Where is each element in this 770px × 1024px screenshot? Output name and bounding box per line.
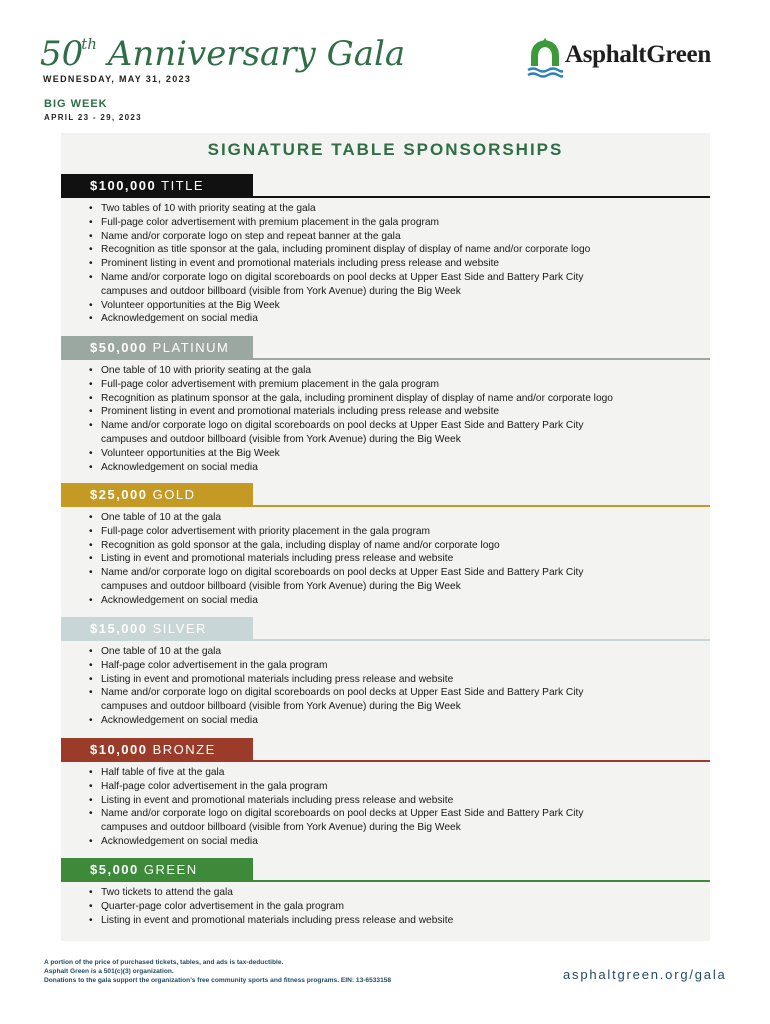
tier-header bbox=[61, 336, 710, 360]
asphalt-green-logo-icon bbox=[527, 36, 563, 78]
benefit-item: • Listing in event and promotional materials including press release and website bbox=[89, 914, 710, 928]
tier-label bbox=[61, 617, 253, 641]
benefit-item: • Two tables of 10 with priority seating at the gala bbox=[89, 202, 710, 216]
benefit-item bbox=[89, 686, 710, 714]
event-date: WEDNESDAY, MAY 31, 2023 bbox=[43, 74, 192, 84]
tier-header bbox=[61, 738, 710, 762]
benefit-item: • Quarter-page color advertisement in the gala program bbox=[89, 900, 710, 914]
benefit-item: • Acknowledgement on social media bbox=[89, 594, 710, 608]
benefit-item: • Acknowledgement on social media bbox=[89, 835, 710, 849]
tier-divider bbox=[253, 639, 710, 641]
tier-amount: $15,000 bbox=[90, 621, 148, 636]
tier-amount: $50,000 bbox=[90, 340, 148, 355]
website-link[interactable]: asphaltgreen.org/gala bbox=[563, 967, 727, 982]
benefit-item: • Recognition as platinum sponsor at the gala, including prominent display of display of name and/or corporate logo bbox=[89, 392, 710, 406]
tier-benefits-list bbox=[61, 507, 710, 608]
tier-divider bbox=[253, 760, 710, 762]
tier-platinum bbox=[61, 336, 710, 474]
benefit-item: • Full-page color advertisement with premium placement in the gala program bbox=[89, 216, 710, 230]
tier-name: TITLE bbox=[161, 178, 205, 193]
tier-label bbox=[61, 483, 253, 507]
benefit-item: • Full-page color advertisement with priority placement in the gala program bbox=[89, 525, 710, 539]
tier-header bbox=[61, 483, 710, 507]
gala-title-number: 50 bbox=[40, 34, 84, 74]
benefit-item: • Acknowledgement on social media bbox=[89, 312, 710, 326]
gala-title-text: Anniversary Gala bbox=[96, 34, 406, 74]
benefit-text-continued: campuses and outdoor billboard (visible from York Avenue) during the Big Week bbox=[101, 285, 461, 297]
benefit-item: • Acknowledgement on social media bbox=[89, 461, 710, 475]
tier-label bbox=[61, 336, 253, 360]
tier-label bbox=[61, 738, 253, 762]
benefit-text-continued: campuses and outdoor billboard (visible from York Avenue) during the Big Week bbox=[101, 433, 461, 445]
benefit-text: Name and/or corporate logo on digital scoreboards on pool decks at Upper East Side and Battery Park City bbox=[101, 808, 584, 820]
tier-amount: $5,000 bbox=[90, 862, 139, 877]
logo-wordmark: AsphaltGreen bbox=[565, 41, 711, 68]
benefit-item: • Prominent listing in event and promotional materials including press release and website bbox=[89, 405, 710, 419]
benefit-item: • One table of 10 at the gala bbox=[89, 511, 710, 525]
tier-amount: $100,000 bbox=[90, 178, 157, 193]
tier-silver bbox=[61, 617, 710, 728]
benefit-text: Name and/or corporate logo on digital scoreboards on pool decks at Upper East Side and Battery Park City bbox=[101, 567, 584, 579]
tier-benefits-list bbox=[61, 360, 710, 474]
tier-header bbox=[61, 858, 710, 882]
tier-name: GOLD bbox=[152, 487, 196, 502]
benefit-item: • Half-page color advertisement in the gala program bbox=[89, 780, 710, 794]
tier-divider bbox=[253, 358, 710, 360]
asphalt-green-logo bbox=[527, 36, 732, 80]
tier-name: GREEN bbox=[143, 862, 198, 877]
tier-name: BRONZE bbox=[152, 742, 216, 757]
panel-title: SIGNATURE TABLE SPONSORSHIPS bbox=[207, 140, 564, 159]
benefit-text-continued: campuses and outdoor billboard (visible from York Avenue) during the Big Week bbox=[101, 701, 461, 713]
benefit-item: • Recognition as title sponsor at the gala, including prominent display of display of name and/or corporate logo bbox=[89, 243, 710, 257]
tier-bronze bbox=[61, 738, 710, 849]
tier-divider bbox=[253, 505, 710, 507]
tier-gold bbox=[61, 483, 710, 608]
benefit-item: • Volunteer opportunities at the Big Week bbox=[89, 447, 710, 461]
benefit-text-continued: campuses and outdoor billboard (visible from York Avenue) during the Big Week bbox=[101, 580, 461, 592]
gala-title-ordinal: th bbox=[81, 35, 97, 53]
page-header bbox=[0, 0, 770, 135]
tier-label bbox=[61, 174, 253, 198]
benefit-item: • Acknowledgement on social media bbox=[89, 714, 710, 728]
tier-amount: $25,000 bbox=[90, 487, 148, 502]
tier-title bbox=[61, 174, 710, 326]
benefit-item: • Listing in event and promotional materials including press release and website bbox=[89, 794, 710, 808]
benefit-item: • Recognition as gold sponsor at the gala, including display of name and/or corporate logo bbox=[89, 539, 710, 553]
benefit-item: • Two tickets to attend the gala bbox=[89, 886, 710, 900]
gala-title bbox=[40, 34, 405, 74]
tier-name: SILVER bbox=[152, 621, 207, 636]
benefit-item: • One table of 10 at the gala bbox=[89, 645, 710, 659]
benefit-item: • Listing in event and promotional materials including press release and website bbox=[89, 673, 710, 687]
tier-green bbox=[61, 858, 710, 927]
benefit-item: • One table of 10 with priority seating at the gala bbox=[89, 364, 710, 378]
benefit-text: Name and/or corporate logo on digital scoreboards on pool decks at Upper East Side and Battery Park City bbox=[101, 271, 584, 283]
tier-header bbox=[61, 174, 710, 198]
benefit-text: Name and/or corporate logo on digital scoreboards on pool decks at Upper East Side and Battery Park City bbox=[101, 420, 584, 432]
benefit-item bbox=[89, 807, 710, 835]
benefit-item: • Half-page color advertisement in the gala program bbox=[89, 659, 710, 673]
tax-disclaimer-line: Donations to the gala support the organization’s free community sports and fitness programs. EIN: 13-6533158 bbox=[44, 977, 392, 984]
tier-benefits-list bbox=[61, 762, 710, 849]
benefit-text-continued: campuses and outdoor billboard (visible from York Avenue) during the Big Week bbox=[101, 822, 461, 834]
tier-benefits-list bbox=[61, 641, 710, 728]
tier-divider bbox=[253, 880, 710, 882]
tier-amount: $10,000 bbox=[90, 742, 148, 757]
benefit-item: • Name and/or corporate logo on step and repeat banner at the gala bbox=[89, 230, 710, 244]
tier-benefits-list bbox=[61, 882, 710, 927]
benefit-item bbox=[89, 566, 710, 594]
tier-name: PLATINUM bbox=[152, 340, 230, 355]
tax-disclaimer-line: A portion of the price of purchased tickets, tables, and ads is tax-deductible. bbox=[44, 959, 284, 966]
tier-label bbox=[61, 858, 253, 882]
benefit-item: • Listing in event and promotional materials including press release and website bbox=[89, 552, 710, 566]
benefit-item: • Volunteer opportunities at the Big Week bbox=[89, 299, 710, 313]
tax-disclaimer-line: Asphalt Green is a 501(c)(3) organization. bbox=[44, 968, 174, 975]
big-week-title: BIG WEEK bbox=[44, 98, 108, 110]
benefit-item bbox=[89, 271, 710, 299]
benefit-item bbox=[89, 419, 710, 447]
big-week-dates: APRIL 23 - 29, 2023 bbox=[44, 113, 142, 122]
tier-header bbox=[61, 617, 710, 641]
benefit-text: Name and/or corporate logo on digital scoreboards on pool decks at Upper East Side and Battery Park City bbox=[101, 687, 584, 699]
benefit-item: • Half table of five at the gala bbox=[89, 766, 710, 780]
tax-disclaimer bbox=[44, 958, 391, 985]
tier-divider bbox=[253, 196, 710, 198]
benefit-item: • Full-page color advertisement with premium placement in the gala program bbox=[89, 378, 710, 392]
tier-benefits-list bbox=[61, 198, 710, 326]
benefit-item: • Prominent listing in event and promotional materials including press release and website bbox=[89, 257, 710, 271]
